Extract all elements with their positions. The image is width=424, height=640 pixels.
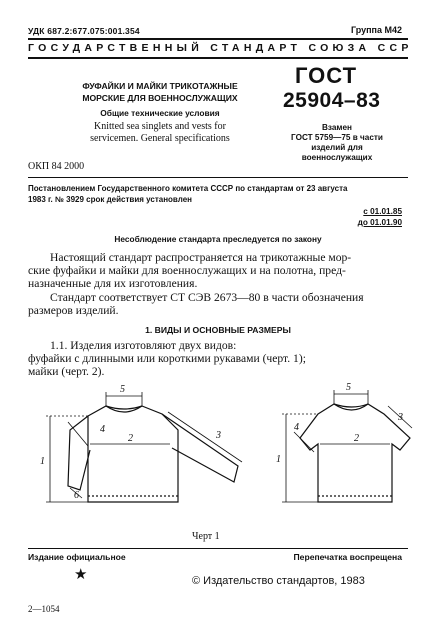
effective-from: с 01.01.85	[363, 207, 402, 216]
effective-to: до 01.01.90	[357, 218, 402, 227]
top-rule	[28, 38, 408, 40]
gost-label: ГОСТ	[295, 63, 358, 88]
dim-label-2: 2	[128, 433, 133, 444]
intro-line-3: назначенные для их изготовления.	[28, 277, 198, 291]
document-subtitle: Общие технические условия	[100, 108, 220, 118]
print-code: 2—1054	[28, 604, 60, 614]
conformity-line-1: Стандарт соответствует СТ СЭВ 2673—80 в части обозначения	[50, 290, 364, 304]
udk-code: УДК 687.2:677.075:001.354	[28, 26, 140, 36]
replacement-line-1: Взамен	[322, 123, 352, 132]
clause-line-3: майки (черт. 2).	[28, 365, 105, 379]
garment-drawing	[28, 378, 418, 526]
dim-label-2b: 2	[354, 433, 359, 444]
title-line-1: ФУФАЙКИ И МАЙКИ ТРИКОТАЖНЫЕ	[82, 81, 238, 91]
dim-label-4: 4	[100, 424, 105, 435]
english-title-line-1: Knitted sea singlets and vests for	[94, 121, 226, 132]
clause-1-1	[28, 339, 410, 379]
clause-line-1: 1.1. Изделия изготовляют двух видов:	[50, 339, 237, 352]
dim-label-5: 5	[120, 384, 125, 395]
replacement-line-2: ГОСТ 5759—75 в части	[291, 133, 383, 142]
banner-rule	[28, 57, 408, 59]
english-title	[60, 121, 260, 145]
dim-label-3: 3	[216, 430, 221, 441]
dim-label-3b: 3	[398, 412, 403, 423]
title-line-2: МОРСКИЕ ДЛЯ ВОЕННОСЛУЖАЩИХ	[82, 93, 238, 103]
star-icon: ★	[74, 567, 88, 583]
replacement-note	[282, 123, 392, 163]
law-warning: Несоблюдение стандарта преследуется по закону	[114, 234, 322, 244]
footer-rule	[28, 548, 408, 549]
intro-line-2: ские фуфайки и майки для военнослужащих и на полотна, пред-	[28, 264, 346, 278]
decree-text	[28, 183, 408, 205]
intro-line-1: Настоящий стандарт распространяется на трикотажные мор-	[50, 251, 352, 264]
section-heading: 1. ВИДЫ И ОСНОВНЫЕ РАЗМЕРЫ	[145, 325, 291, 335]
dim-label-4b: 4	[294, 422, 299, 433]
dim-label-5b: 5	[346, 382, 351, 393]
replacement-line-3: изделий для	[311, 143, 363, 152]
clause-line-2: фуфайки с длинными или короткими рукавами (черт. 1);	[28, 352, 306, 366]
replacement-line-4: военнослужащих	[301, 153, 373, 162]
decree-line-2: 1983 г. № 3929 срок действия установлен	[28, 195, 192, 204]
intro-paragraph	[28, 251, 410, 317]
long-sleeve-shirt	[68, 406, 238, 502]
dim-label-6: 6	[74, 490, 79, 501]
copyright: © Издательство стандартов, 1983	[192, 575, 365, 587]
dimension-lines	[46, 392, 242, 502]
document-title	[60, 80, 260, 104]
decree-line-1: Постановлением Государственного комитета СССР по стандартам от 23 августа	[28, 184, 348, 193]
okp-code: ОКП 84 2000	[28, 161, 85, 172]
figure-caption: Черт 1	[192, 531, 220, 542]
official-edition: Издание официальное	[28, 552, 126, 562]
english-title-line-2: servicemen. General specifications	[90, 133, 230, 144]
reprint-notice: Перепечатка воспрещена	[293, 552, 402, 562]
decree-rule	[28, 177, 408, 178]
group-code: Группа М42	[350, 25, 402, 35]
dim-label-1b: 1	[276, 454, 281, 465]
dim-label-1: 1	[40, 456, 45, 467]
conformity-line-2: размеров изделий.	[28, 303, 119, 317]
gost-number: 25904–83	[283, 89, 381, 112]
standard-banner: ГОСУДАРСТВЕННЫЙ СТАНДАРТ СОЮЗА ССР	[28, 42, 413, 54]
short-sleeve-shirt	[300, 404, 410, 502]
